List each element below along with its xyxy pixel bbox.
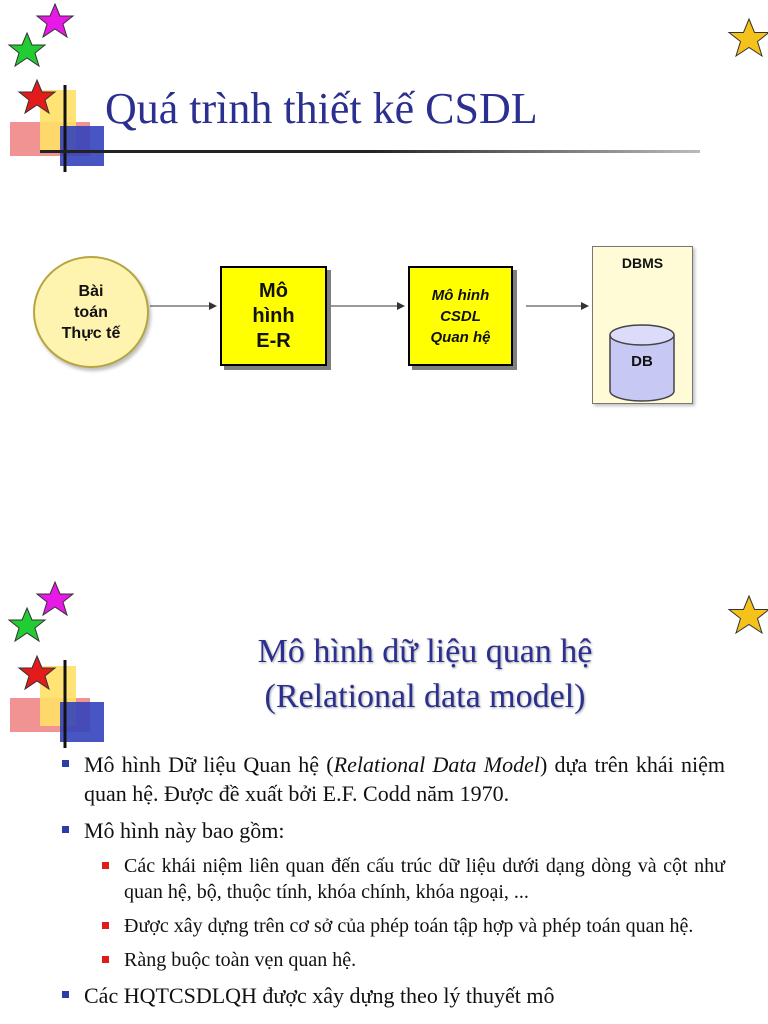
dbms-label: DBMS — [621, 255, 664, 271]
bullet-text: Mô hình này bao gồm: — [84, 818, 285, 843]
sub-bullet-text: Các khái niệm liên quan đến cấu trúc dữ liệu dưới dạng dòng và cột như quan hệ, bộ, thuộc tính, khóa chính, khóa ngoại, ... — [124, 855, 725, 903]
bullet-text-italic: Relational Data Model — [333, 752, 540, 777]
star-green-icon — [9, 33, 45, 66]
relational-model-node: Mô hinh CSDL Quan hệ — [408, 266, 513, 366]
sub-bullet-item — [100, 913, 725, 939]
dbms-node — [592, 246, 693, 404]
bullet-list — [60, 750, 725, 1018]
star-gold-icon — [727, 17, 768, 61]
bullet-item — [60, 981, 725, 1010]
sub-bullet-text: Được xây dựng trên cơ sở của phép toán tập hợp và phép toán quan hệ. — [124, 915, 694, 937]
bullet-text: Các HQTCSDLQH được xây dựng theo lý thuyết mô — [84, 983, 555, 1008]
real-problem-node: Bài toán Thực tế — [33, 256, 149, 368]
bullet-text: ) dựa trên khái niệm quan hệ. Được đề xuất bởi E.F. Codd năm 1970. — [84, 752, 725, 806]
sub-bullet-item — [100, 853, 725, 905]
title-divider — [40, 150, 700, 153]
bullet-item — [60, 816, 725, 845]
star-magenta-icon — [37, 582, 73, 615]
star-gold-icon — [727, 594, 768, 638]
slide-title-line-1: Mô hình dữ liệu quan hệ — [257, 633, 593, 670]
slide-title-line-2: (Relational data model) — [264, 678, 586, 715]
star-magenta-icon — [37, 4, 73, 37]
sub-bullet-item — [100, 947, 725, 973]
er-model-node: Mô hình E-R — [220, 266, 327, 366]
page-title: Quá trình thiết kế CSDL — [105, 84, 538, 133]
corner-decoration — [0, 0, 120, 180]
sub-bullet-text: Ràng buộc toàn vẹn quan hệ. — [124, 949, 357, 971]
slide-2 — [0, 580, 768, 1024]
bullet-text: Mô hình Dữ liệu Quan hệ ( — [84, 752, 334, 777]
db-label: DB — [631, 353, 653, 370]
bullet-item — [60, 750, 725, 808]
